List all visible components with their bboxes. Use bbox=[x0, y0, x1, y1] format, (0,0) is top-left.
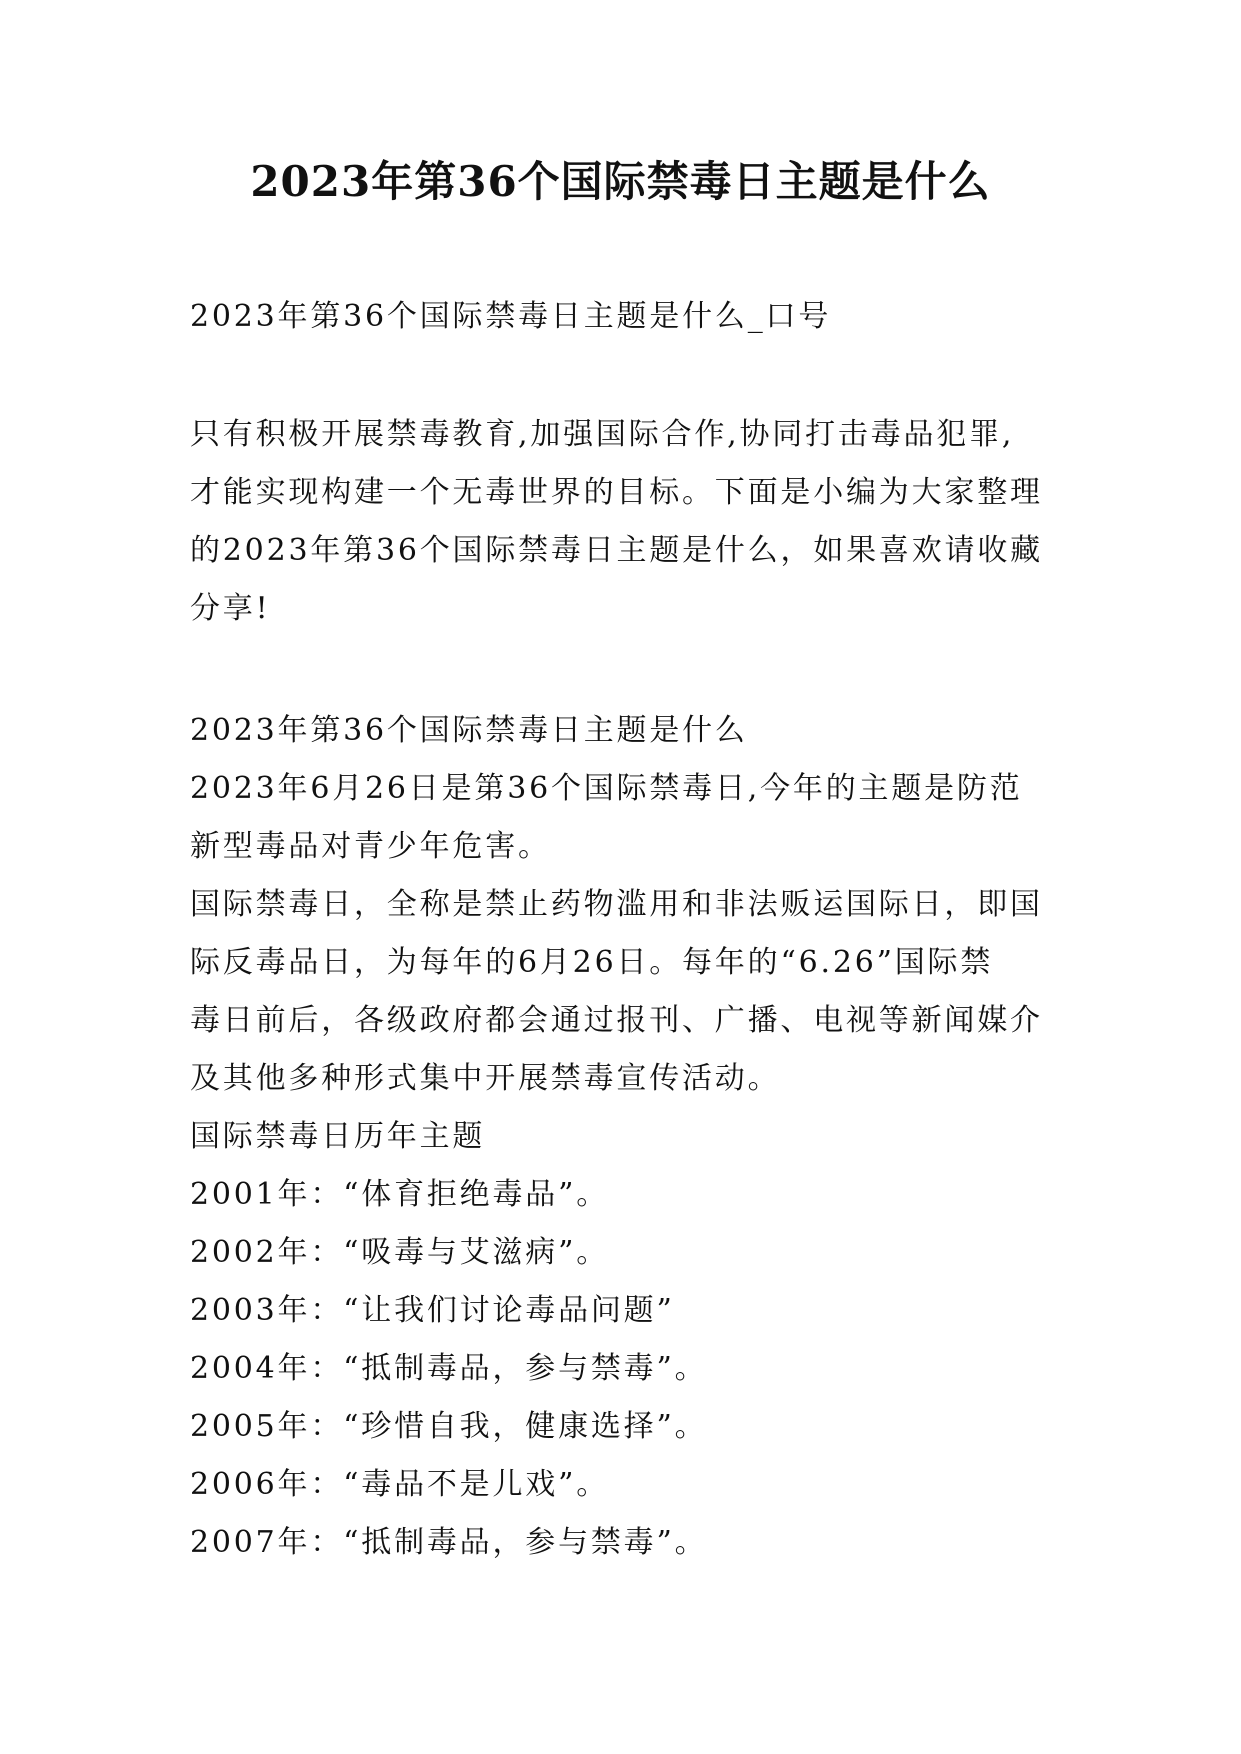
description-line: 际反毒品日，为每年的6月26日。每年的“6.26”国际禁 bbox=[190, 945, 994, 980]
intro-line: 才能实现构建一个无毒世界的目标。下面是小编为大家整理 bbox=[190, 475, 1043, 510]
description-line: 毒日前后，各级政府都会通过报刊、广播、电视等新闻媒介 bbox=[190, 1003, 1043, 1038]
history-item: 2006年：“毒品不是儿戏”。 bbox=[190, 1467, 610, 1502]
history-heading: 国际禁毒日历年主题 bbox=[190, 1119, 486, 1154]
history-item: 2001年：“体育拒绝毒品”。 bbox=[190, 1177, 610, 1212]
section-heading: 2023年第36个国际禁毒日主题是什么 bbox=[190, 713, 748, 748]
intro-line: 只有积极开展禁毒教育,加强国际合作,协同打击毒品犯罪, bbox=[190, 417, 1015, 452]
history-item: 2004年：“抵制毒品，参与禁毒”。 bbox=[190, 1351, 708, 1386]
description-line: 国际禁毒日，全称是禁止药物滥用和非法贩运国际日，即国 bbox=[190, 887, 1043, 922]
paragraph-spacer bbox=[190, 638, 1060, 702]
document-title: 2023年第36个国际禁毒日主题是什么 bbox=[250, 157, 991, 206]
history-item: 2007年：“抵制毒品，参与禁毒”。 bbox=[190, 1525, 708, 1560]
document-body bbox=[190, 288, 1060, 1572]
answer-line: 2023年6月26日是第36个国际禁毒日,今年的主题是防范 bbox=[190, 771, 1023, 806]
history-item: 2003年：“让我们讨论毒品问题” bbox=[190, 1293, 675, 1328]
document-subtitle: 2023年第36个国际禁毒日主题是什么_口号 bbox=[190, 299, 832, 334]
description-line: 及其他多种形式集中开展禁毒宣传活动。 bbox=[190, 1061, 781, 1096]
history-item: 2002年：“吸毒与艾滋病”。 bbox=[190, 1235, 610, 1270]
intro-line: 分享! bbox=[190, 591, 271, 626]
history-item: 2005年：“珍惜自我，健康选择”。 bbox=[190, 1409, 708, 1444]
paragraph-spacer bbox=[190, 346, 1060, 406]
answer-line: 新型毒品对青少年危害。 bbox=[190, 829, 551, 864]
intro-line: 的2023年第36个国际禁毒日主题是什么，如果喜欢请收藏 bbox=[190, 533, 1043, 568]
